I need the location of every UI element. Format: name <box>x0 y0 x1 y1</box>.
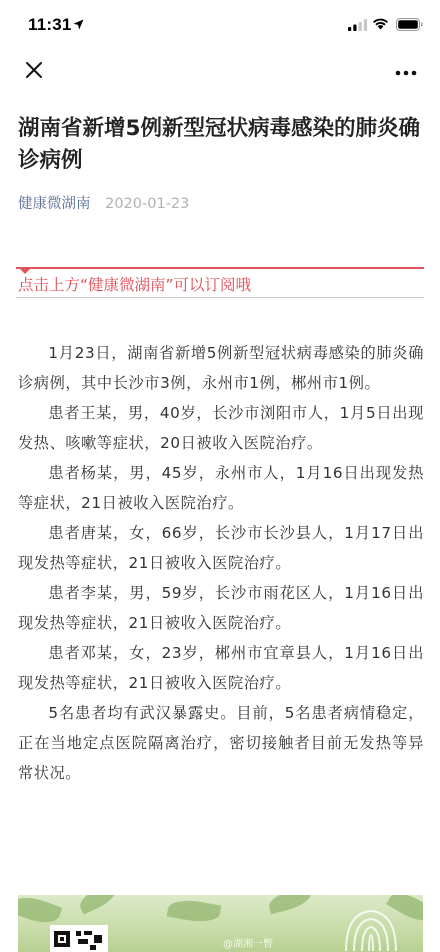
leaf-decoration <box>76 895 120 915</box>
battery-icon <box>396 18 423 31</box>
wifi-icon <box>372 17 389 30</box>
close-icon <box>22 58 46 82</box>
subscribe-text: 点击上方“健康微湖南”可以订阅哦 <box>18 276 252 294</box>
watermark: @湖湘一瞥 <box>223 939 273 950</box>
paragraph: 患者王某，男，40岁，长沙市浏阳市人，1月5日出现发热、咳嗽等症状，20日被收入医院治疗。 <box>18 404 424 452</box>
article-title: 湖南省新增5例新型冠状病毒感染的肺炎确诊病例 <box>18 116 420 173</box>
paragraph: 患者唐某，女，66岁，长沙市长沙县人，1月17日出现发热等症状，21日被收入医院治疗。 <box>18 524 424 572</box>
more-icon <box>394 67 418 79</box>
article-meta <box>18 194 189 214</box>
publish-date: 2020-01-23 <box>105 196 190 212</box>
signal-icon <box>348 19 368 31</box>
status-time: 11:31 <box>28 15 72 34</box>
article-image[interactable] <box>18 895 423 952</box>
close-button[interactable] <box>22 58 46 82</box>
paragraph: 患者杨某，男，45岁，永州市人，1月16日出现发热等症状，21日被收入医院治疗。 <box>18 464 424 512</box>
leaf-decoration <box>167 897 222 926</box>
paragraph: 患者李某，男，59岁，长沙市雨花区人，1月16日出现发热等症状，21日被收入医院治疗。 <box>18 584 424 632</box>
paragraph: 5名患者均有武汉暴露史。目前，5名患者病情稳定，正在当地定点医院隔离治疗，密切接触者目前无发热等异常状况。 <box>18 704 424 782</box>
account-link[interactable]: 健康微湖南 <box>18 196 91 212</box>
article-body <box>18 338 424 788</box>
subscribe-banner[interactable] <box>16 263 424 297</box>
qr-code <box>50 925 108 952</box>
status-bar <box>0 0 440 50</box>
fingerprint-icon <box>336 903 406 952</box>
paragraph: 1月23日，湖南省新增5例新型冠状病毒感染的肺炎确诊病例，其中长沙市3例，永州市1例，郴州市1例。 <box>18 344 424 392</box>
banner-top-line <box>16 267 424 269</box>
banner-divider <box>16 297 424 298</box>
paragraph: 患者邓某，女，23岁，郴州市宜章县人，1月16日出现发热等症状，21日被收入医院治疗。 <box>18 644 424 692</box>
leaf-decoration <box>266 895 313 914</box>
more-button[interactable] <box>394 64 418 76</box>
leaf-decoration <box>18 895 62 929</box>
location-arrow-icon <box>73 19 84 30</box>
